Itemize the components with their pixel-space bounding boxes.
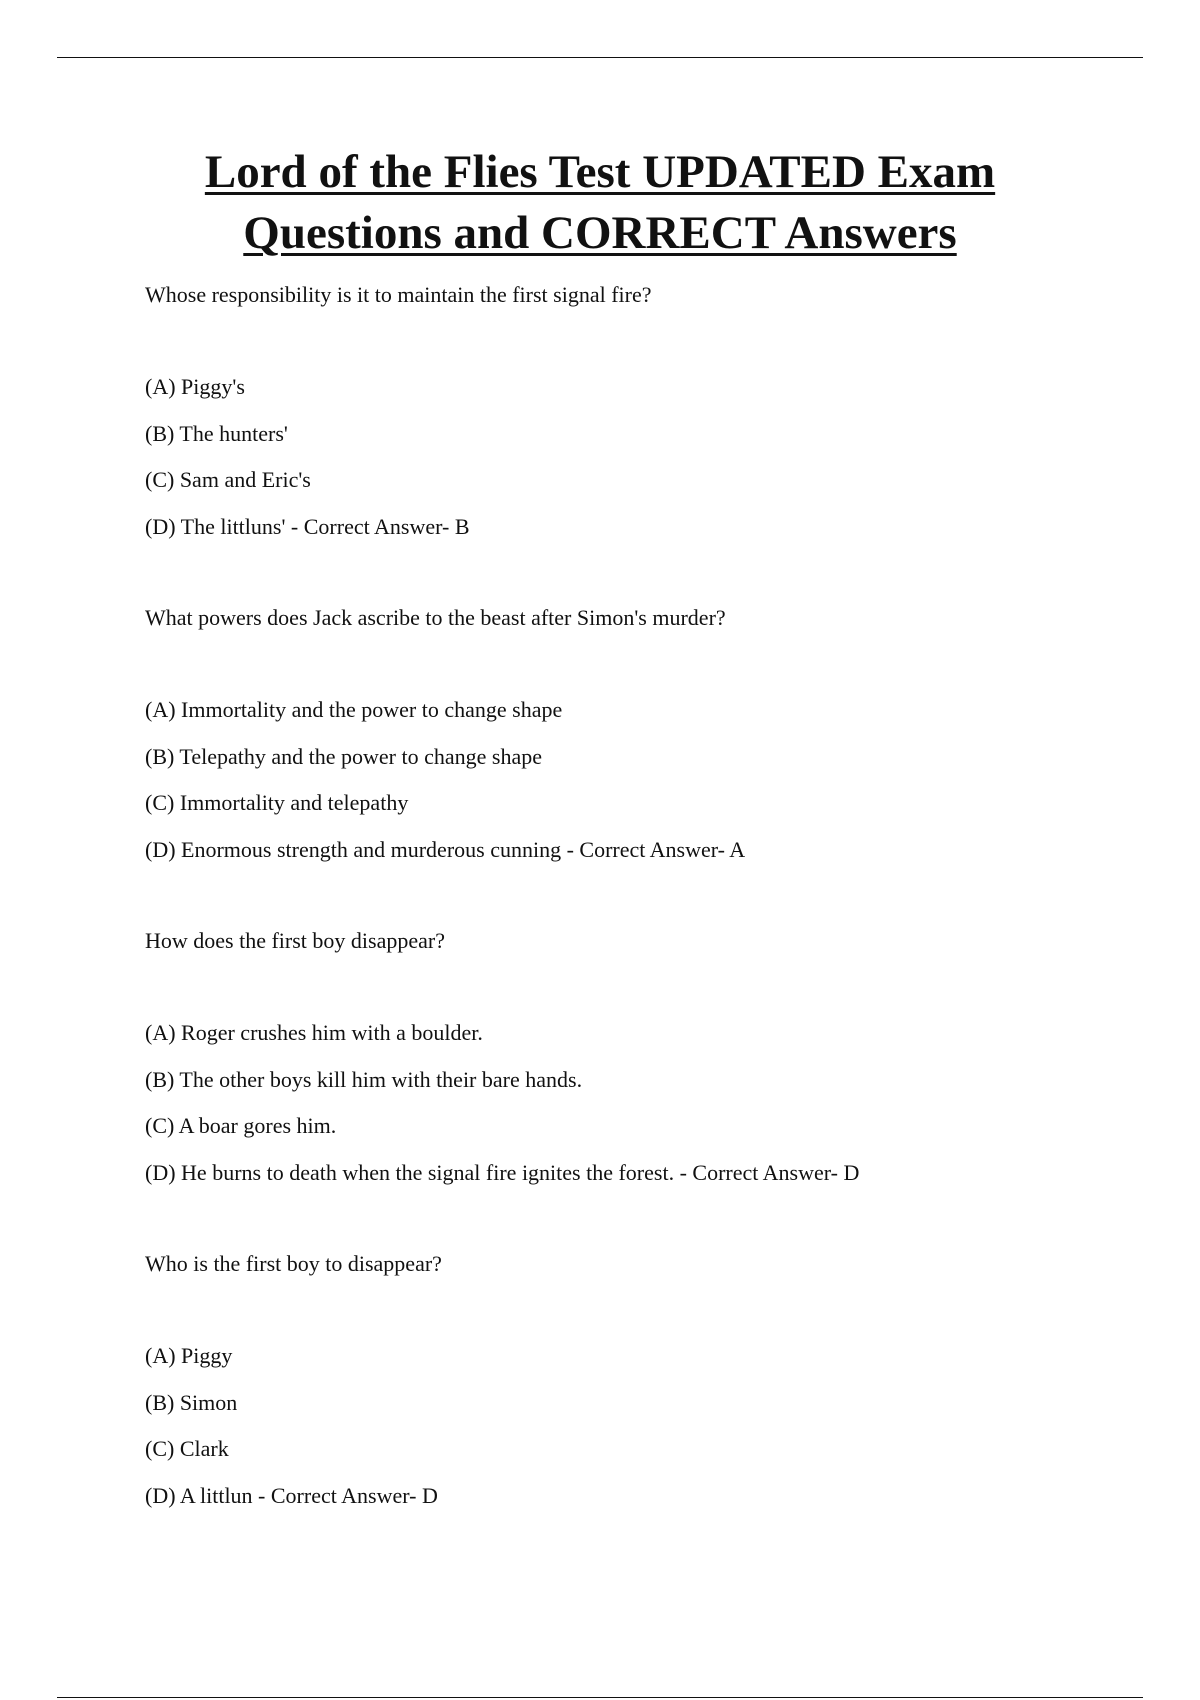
question-text: How does the first boy disappear? — [145, 928, 445, 953]
option-b: (B) Telepathy and the power to change shape — [145, 743, 542, 769]
question-block — [145, 927, 1145, 1205]
option-d-with-answer: (D) A littlun - Correct Answer- D — [145, 1482, 438, 1508]
question-text: Whose responsibility is it to maintain the first signal fire? — [145, 282, 652, 307]
question-block — [145, 1250, 1145, 1528]
option-a: (A) Roger crushes him with a boulder. — [145, 1020, 483, 1045]
option-b: (B) The other boys kill him with their bare hands. — [145, 1066, 583, 1092]
footer-rule — [57, 1697, 1143, 1698]
option-d-with-answer: (D) Enormous strength and murderous cunning - Correct Answer- A — [145, 836, 746, 862]
option-a: (A) Immortality and the power to change shape — [145, 697, 563, 722]
answer-options — [145, 1342, 1145, 1528]
header-rule — [57, 57, 1143, 58]
question-block — [145, 281, 1145, 559]
option-b: (B) Simon — [145, 1389, 238, 1415]
option-c: (C) Immortality and telepathy — [145, 790, 409, 815]
question-text: What powers does Jack ascribe to the beast after Simon's murder? — [145, 605, 726, 630]
title-line-2: Questions and CORRECT Answers — [243, 207, 957, 259]
document-title — [0, 142, 1200, 264]
answer-options — [145, 373, 1145, 559]
question-block — [145, 604, 1145, 882]
question-text: Who is the first boy to disappear? — [145, 1251, 442, 1276]
option-a: (A) Piggy's — [145, 374, 245, 399]
option-d-with-answer: (D) He burns to death when the signal fire ignites the forest. - Correct Answer- D — [145, 1159, 860, 1185]
option-b: (B) The hunters' — [145, 420, 288, 446]
option-c: (C) Sam and Eric's — [145, 467, 311, 492]
option-d-with-answer: (D) The littluns' - Correct Answer- B — [145, 513, 470, 539]
option-c: (C) Clark — [145, 1436, 229, 1461]
option-a: (A) Piggy — [145, 1343, 233, 1368]
option-c: (C) A boar gores him. — [145, 1113, 337, 1138]
answer-options — [145, 696, 1145, 882]
title-line-1: Lord of the Flies Test UPDATED Exam — [204, 146, 996, 198]
answer-options — [145, 1019, 1145, 1205]
